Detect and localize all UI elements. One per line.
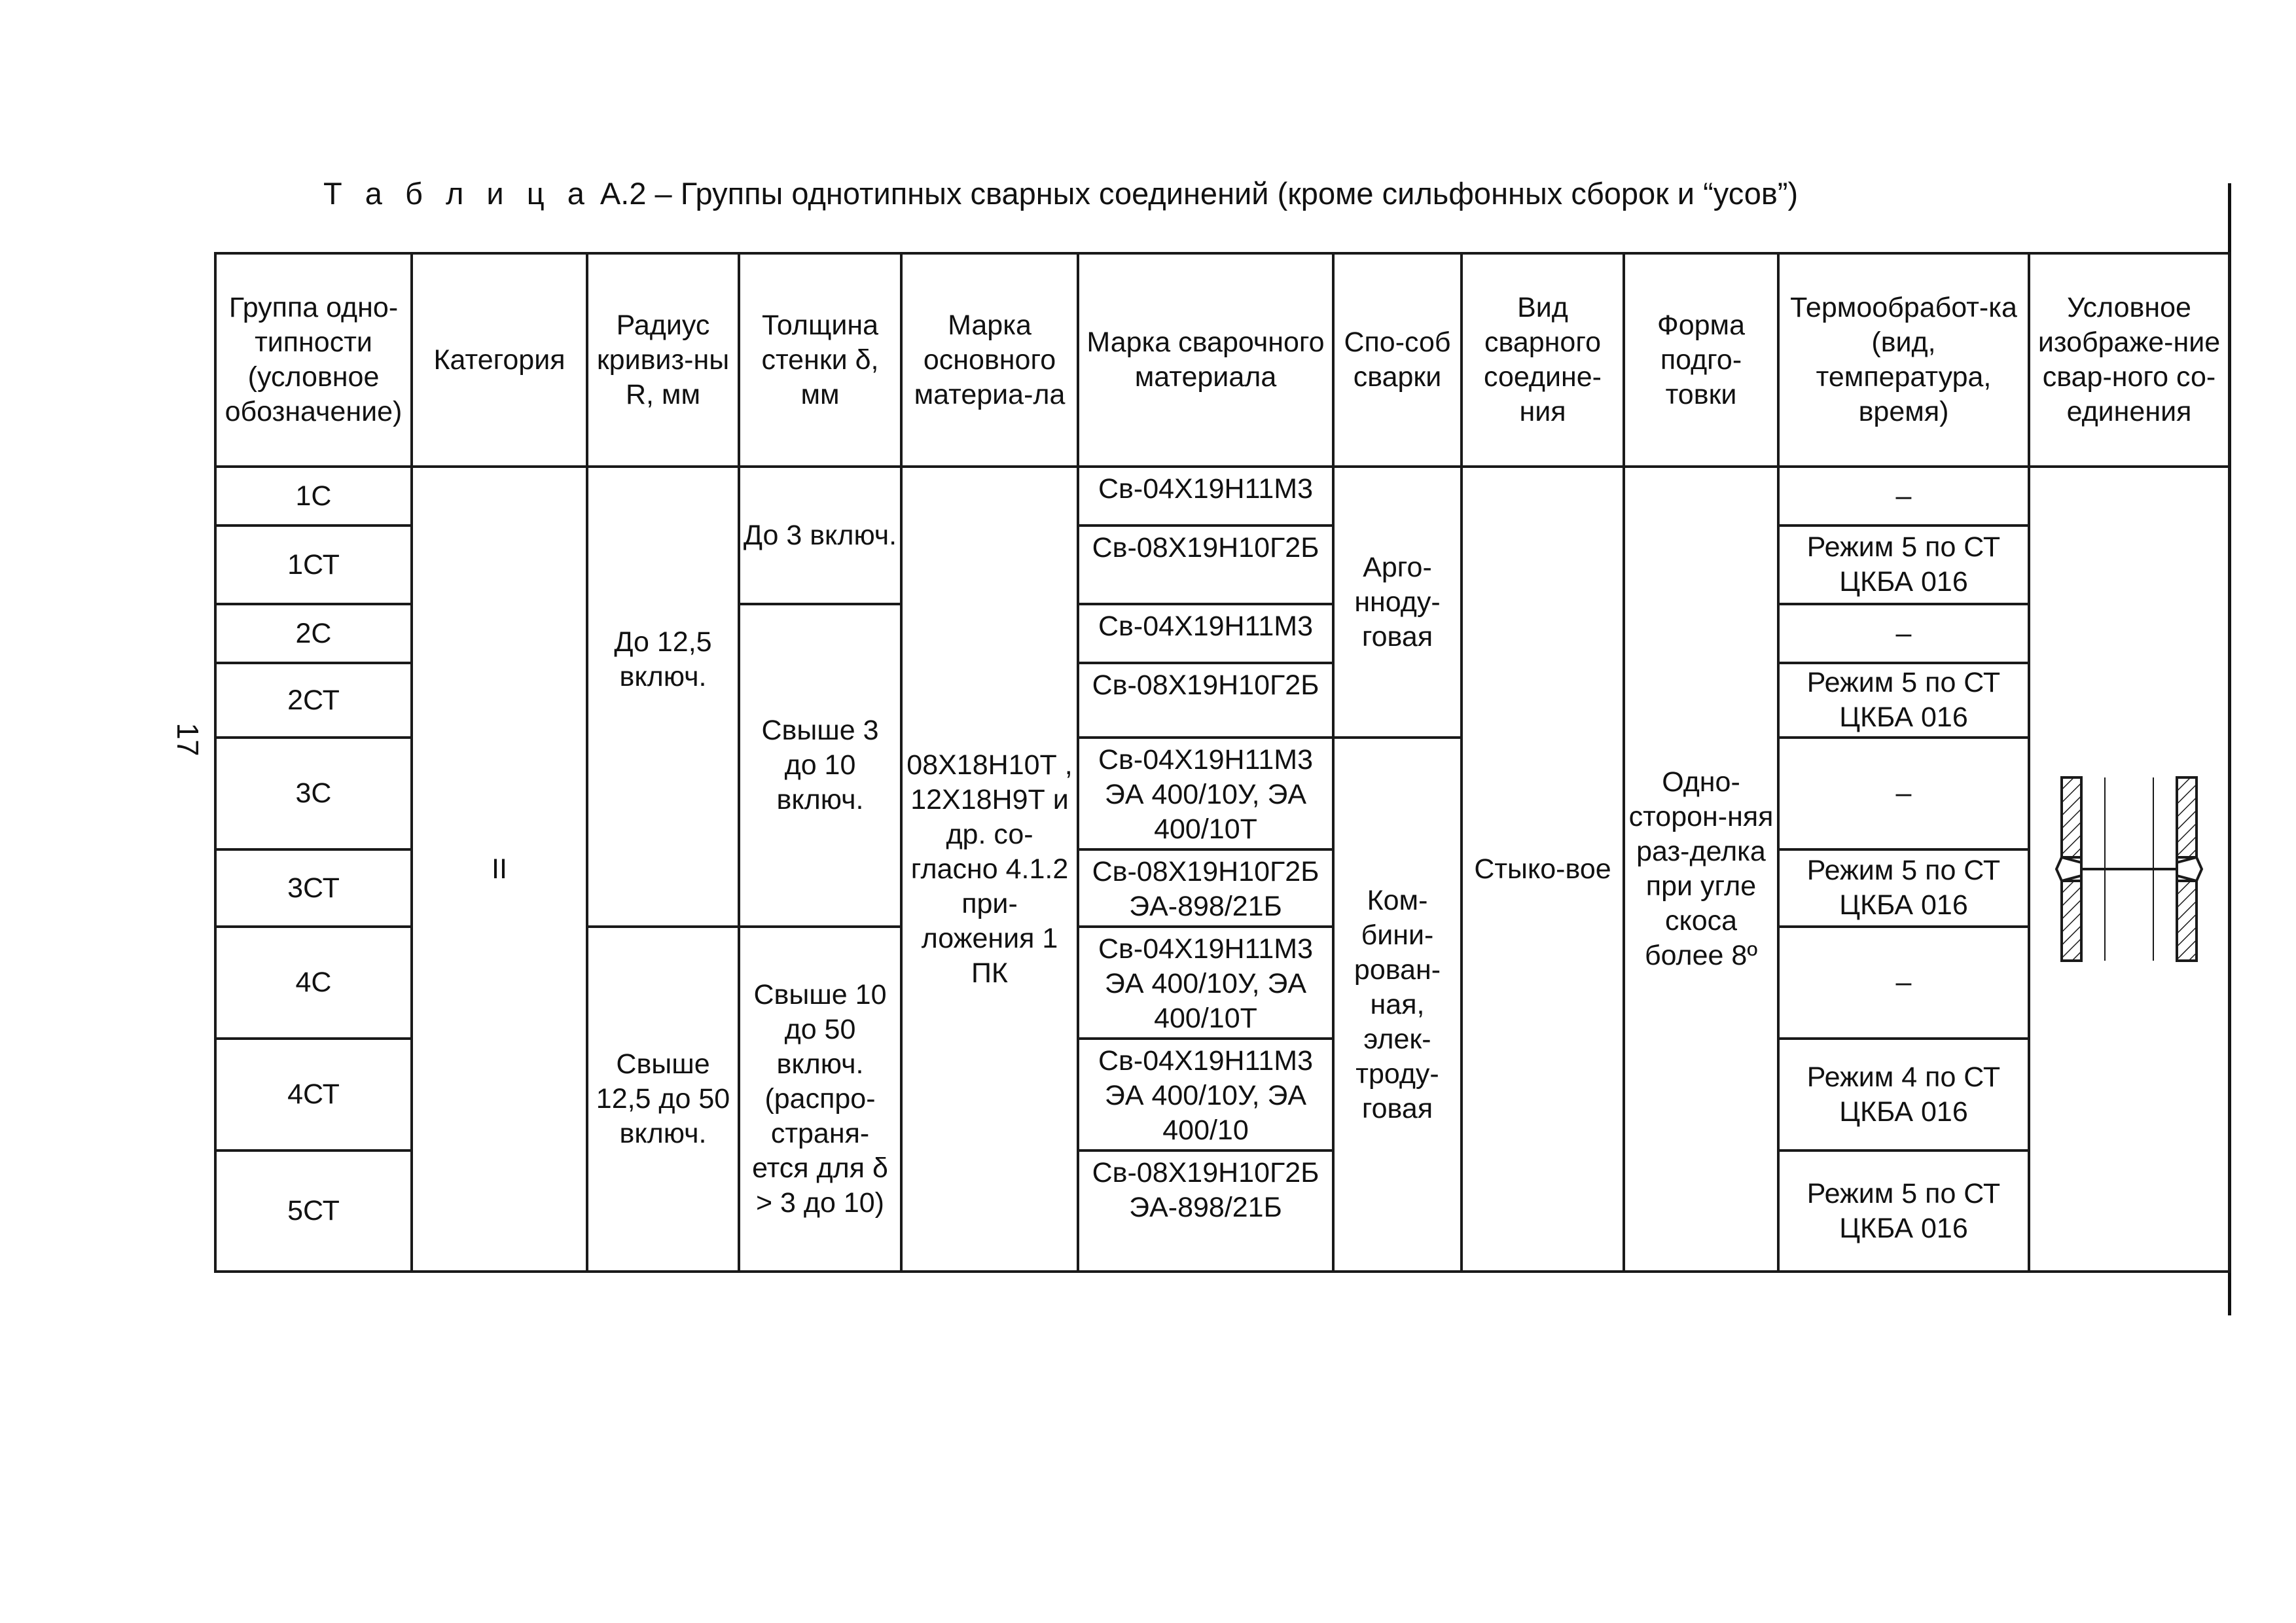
header-joint-type: Вид сварного соедине-ния — [1462, 253, 1624, 467]
group-cell: 5СТ — [215, 1150, 412, 1272]
group-cell: 1С — [215, 467, 412, 526]
method-cell: Ком-бини-рован-ная, элек-троду-говая — [1333, 738, 1462, 1272]
caption-prefix: Т а б л и ц а — [323, 176, 592, 211]
header-row — [215, 253, 2229, 467]
heat-treatment-cell: – — [1778, 738, 2029, 849]
weld-material-cell: Св-08Х19Н10Г2Б ЭА-898/21Б — [1078, 1150, 1333, 1272]
group-cell: 1СТ — [215, 526, 412, 604]
heat-treatment-cell: Режим 4 по СТ ЦКБА 016 — [1778, 1039, 2029, 1150]
radius-cell: До 12,5 включ. — [587, 467, 739, 927]
header-group: Группа одно-типности (условное обозначение) — [215, 253, 412, 467]
heat-treatment-cell: Режим 5 по СТ ЦКБА 016 — [1778, 1150, 2029, 1272]
page-number: 17 — [171, 722, 205, 757]
butt-weld-symbol-icon — [2054, 771, 2204, 967]
header-method: Спо-соб сварки — [1333, 253, 1462, 467]
radius-cell: Свыше 12,5 до 50 включ. — [587, 927, 739, 1272]
heat-treatment-cell: – — [1778, 927, 2029, 1039]
heat-treatment-cell: – — [1778, 467, 2029, 526]
weld-material-cell: Св-08Х19Н10Г2Б ЭА-898/21Б — [1078, 849, 1333, 927]
weld-material-cell: Св-04Х19Н11М3 ЭА 400/10У, ЭА 400/10 — [1078, 1039, 1333, 1150]
heat-treatment-cell: Режим 5 по СТ ЦКБА 016 — [1778, 526, 2029, 604]
group-cell: 2СТ — [215, 663, 412, 738]
weld-material-cell: Св-04Х19Н11М3 — [1078, 467, 1333, 526]
heat-treatment-cell: Режим 5 по СТ ЦКБА 016 — [1778, 849, 2029, 927]
header-heat-treatment: Термообработ-ка (вид, температура, время) — [1778, 253, 2029, 467]
prep-form-cell: Одно-сторон-няя раз-делка при угле скоса более 8º — [1624, 467, 1778, 1272]
group-cell: 3СТ — [215, 849, 412, 927]
method-cell: Арго-нноду-говая — [1333, 467, 1462, 738]
weld-material-cell: Св-04Х19Н11М3 — [1078, 604, 1333, 663]
header-thickness: Толщина стенки δ, мм — [739, 253, 901, 467]
joint-type-cell: Стыко-вое — [1462, 467, 1624, 1272]
group-cell: 3С — [215, 738, 412, 849]
header-category: Категория — [412, 253, 587, 467]
thickness-cell: Свыше 10 до 50 включ. (распро-страня-ется для δ > 3 до 10) — [739, 927, 901, 1272]
group-cell: 4СТ — [215, 1039, 412, 1150]
header-symbol: Условное изображе-ние свар-ного со-единения — [2029, 253, 2229, 467]
caption-text: А.2 – Группы однотипных сварных соединений (кроме сильфонных сборок и “усов”) — [600, 176, 1799, 211]
table-row — [215, 467, 2229, 526]
header-radius: Радиус кривиз-ны R, мм — [587, 253, 739, 467]
weld-material-cell: Св-08Х19Н10Г2Б — [1078, 663, 1333, 738]
weld-material-cell: Св-04Х19Н11М3 ЭА 400/10У, ЭА 400/10Т — [1078, 738, 1333, 849]
heat-treatment-cell: – — [1778, 604, 2029, 663]
group-cell: 2С — [215, 604, 412, 663]
table-caption — [323, 175, 1798, 211]
thickness-cell: Свыше 3 до 10 включ. — [739, 604, 901, 927]
base-material-cell: 08Х18Н10Т , 12Х18Н9Т и др. со-гласно 4.1.2 при-ложения 1 ПК — [901, 467, 1078, 1272]
weld-groups-table — [214, 252, 2231, 1273]
weld-symbol-cell — [2029, 467, 2229, 1272]
header-weld-material: Марка сварочного материала — [1078, 253, 1333, 467]
weld-material-cell: Св-04Х19Н11М3 ЭА 400/10У, ЭА 400/10Т — [1078, 927, 1333, 1039]
header-base-material: Марка основного материа-ла — [901, 253, 1078, 467]
heat-treatment-cell: Режим 5 по СТ ЦКБА 016 — [1778, 663, 2029, 738]
group-cell: 4С — [215, 927, 412, 1039]
header-prep-form: Форма подго-товки — [1624, 253, 1778, 467]
category-cell: II — [412, 467, 587, 1272]
weld-material-cell: Св-08Х19Н10Г2Б — [1078, 526, 1333, 604]
thickness-cell: До 3 включ. — [739, 467, 901, 604]
